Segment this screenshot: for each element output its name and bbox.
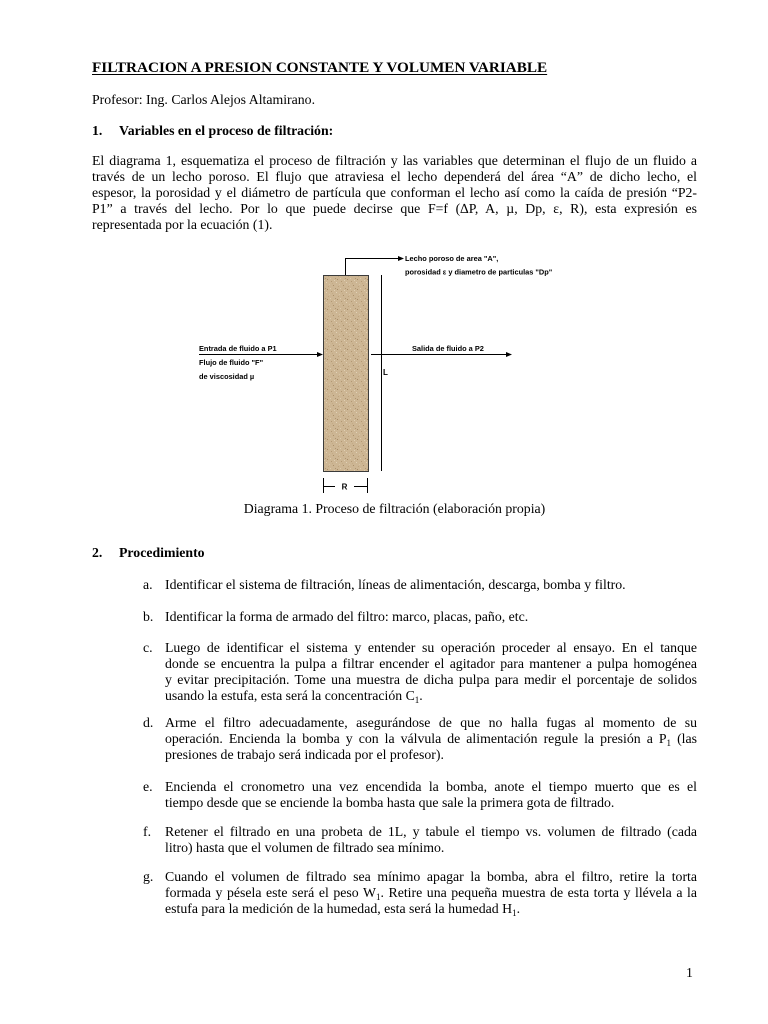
subscript: 1: [666, 738, 672, 748]
step-line: [165, 688, 697, 704]
step-c: [143, 640, 697, 704]
inlet-label-line-3: de viscosidad µ: [199, 372, 255, 381]
line-text: .: [419, 688, 423, 703]
step-line: Retener el filtrado en una probeta de 1L, y tabule el tiempo vs. volumen de filtrado (cada: [165, 824, 697, 839]
line-text: estufa para la medición de la humedad, esta será la humedad H: [165, 901, 513, 916]
section-2-number: 2.: [92, 545, 103, 560]
professor-line: Profesor: Ing. Carlos Alejos Altamirano.: [92, 92, 316, 107]
step-line: donde se encuentra la pulpa a filtrar encender el agitador para mantener a pulpa homogénea: [165, 656, 697, 671]
step-letter: g.: [143, 869, 154, 884]
radius-label: R: [341, 482, 348, 492]
bed-label-line-1: Lecho poroso de area "A",: [405, 254, 499, 263]
line-text: usando la estufa, esta será la concentración C: [165, 688, 415, 703]
line-text: . Retire una pequeña muestra de esta torta y llévela a la: [380, 885, 697, 900]
step-e: [143, 779, 697, 811]
line-text: (las: [671, 731, 697, 746]
step-text: [165, 869, 697, 917]
paragraph-line: espesor, la porosidad y el diámetro de partícula que conforman el lecho así como la caída de presión “P2-: [92, 185, 697, 200]
step-text: [165, 779, 697, 811]
page-number: 1: [686, 965, 693, 980]
paragraph-line: representada por la ecuación (1).: [92, 217, 273, 232]
section-1-paragraph: [92, 153, 697, 233]
inlet-label-line-2: Flujo de fluido "F": [199, 358, 264, 367]
outlet-arrowhead: [506, 352, 512, 357]
line-text: .: [516, 901, 521, 916]
paragraph-line: El diagrama 1, esquematiza el proceso de filtración y las variables que determinan el flujo de un fluido a: [92, 153, 697, 168]
step-line: Identificar la forma de armado del filtro: marco, placas, paño, etc.: [165, 609, 529, 624]
subscript: 1: [376, 892, 381, 902]
step-letter: e.: [143, 779, 153, 794]
step-letter: c.: [143, 640, 153, 655]
step-line: presiones de trabajo será indicada por el profesor).: [165, 747, 444, 762]
step-line: Identificar el sistema de filtración, líneas de alimentación, descarga, bomba y filtro.: [165, 577, 626, 592]
step-line: Arme el filtro adecuadamente, asegurándose de que no halla fugas al momento de su: [165, 715, 697, 730]
step-line: tiempo desde que se enciende la bomba hasta que sale la primera gota de filtrado.: [165, 795, 615, 810]
paragraph-line: través de un lecho poroso. El flujo que atraviesa el lecho dependerá del área “A” de dicho lecho, el: [92, 169, 697, 184]
section-1-title: Variables en el proceso de filtración:: [119, 123, 334, 138]
bed-label-arrowhead: [398, 256, 404, 261]
step-text: [165, 640, 697, 704]
porous-bed: [324, 276, 369, 472]
step-d: [143, 715, 697, 763]
outlet-label: Salida de fluido a P2: [412, 344, 484, 353]
step-f: [143, 824, 697, 856]
step-line: [165, 731, 697, 747]
step-text: [165, 577, 697, 593]
step-letter: f.: [143, 824, 152, 839]
subscript: 1: [414, 695, 420, 705]
step-b: [143, 609, 697, 625]
step-text: [165, 715, 697, 763]
bed-label-leader: [346, 259, 399, 276]
step-line: Luego de identificar el sistema y entender su operación proceder al ensayo. En el tanque: [165, 640, 697, 655]
section-1-heading: [92, 123, 333, 139]
step-letter: d.: [143, 715, 154, 730]
step-letter: b.: [143, 609, 154, 624]
step-line: Encienda el cronometro una vez encendida la bomba, anote el tiempo muerto que es el: [165, 779, 697, 794]
filtration-diagram: [0, 240, 768, 500]
step-line: Cuando el volumen de filtrado sea mínimo apagar la bomba, abra el filtro, retire la torta: [165, 869, 697, 884]
bed-label-line-2: porosidad ε y diametro de particulas "Dp": [405, 267, 553, 277]
section-2-title: Procedimiento: [119, 545, 205, 560]
section-1-number: 1.: [92, 123, 103, 138]
document-title: FILTRACION A PRESION CONSTANTE Y VOLUMEN VARIABLE: [92, 59, 548, 76]
inlet-label-line-1: Entrada de fluido a P1: [199, 344, 277, 353]
step-text: [165, 824, 697, 856]
step-line: [165, 885, 697, 901]
step-text: [165, 609, 697, 625]
line-text: operación. Encienda la bomba y con la válvula de alimentación regule la presión a P: [165, 731, 667, 746]
step-line: [165, 901, 697, 917]
step-a: [143, 577, 697, 593]
diagram-caption: Diagrama 1. Proceso de filtración (elaboración propia): [243, 501, 546, 516]
inlet-arrowhead: [317, 352, 323, 357]
section-2-heading: [92, 545, 205, 561]
line-text: formada y pésela este será el peso W: [165, 885, 376, 900]
subscript: 1: [512, 908, 517, 918]
paragraph-line: P1” a través del lecho. Por lo que puede decirse que F=f (∆P, A, µ, Dp, ε, R), esta expresión es: [92, 201, 697, 216]
step-g: [143, 869, 697, 917]
step-letter: a.: [143, 577, 153, 592]
step-line: y evitar precipitación. Tome una muestra de dicha pulpa para medir el porcentaje de solidos: [165, 672, 697, 687]
length-label: L: [383, 368, 388, 377]
step-line: litro) hasta que el volumen de filtrado sea mínimo.: [165, 840, 445, 855]
